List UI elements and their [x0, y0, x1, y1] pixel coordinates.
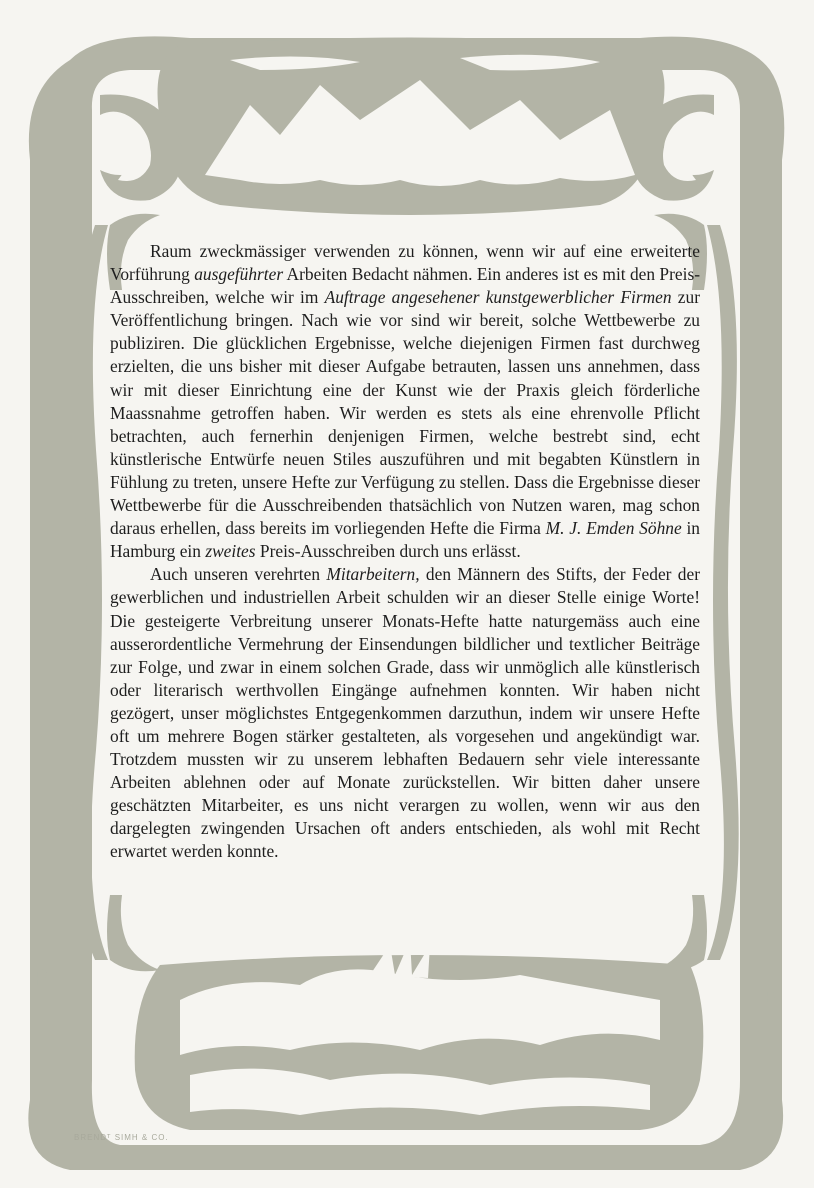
- paragraph-2: Auch unseren verehrten Mitarbeitern, den Männern des Stifts, der Feder der gewerblichen und industriellen Arbeit schulden wir an dieser Stelle einige Worte! Die gesteigerte Verbreitung unserer Monats-Hefte hatte naturgemäss auch eine ausserordentliche Vermehrung der Einsendungen bildlicher und textlicher Beiträge zur Folge, und zwar in einem solchen Grade, dass wir unmöglich alle künstlerisch oder literarisch werthvollen Eingänge aufnehmen konnten. Wir haben nicht gezögert, unser möglichstes Entgegenkommen darzuthun, indem wir unsere Hefte oft um mehrere Bogen stärker gestalteten, als vorgesehen und angekündigt war. Trotzdem mussten wir zu unserem lebhaften Bedauern sehr viele interessante Arbeiten ablehnen oder auf Monate zurückstellen. Wir bitten daher unsere geschätzten Mitarbeiter, es uns nicht verargen zu wollen, wenn wir aus den dargelegten zwingenden Ursachen oft anders entschieden, als wohl mit Recht erwartet werden konnte.: [110, 564, 700, 862]
- monogram-left: P: [33, 965, 48, 990]
- emphasis: Mitarbeitern,: [326, 564, 420, 585]
- inner-swirl-bl: [107, 895, 160, 971]
- emphasis: M. J. Emden Söhne: [545, 518, 682, 539]
- printer-mark: BRENDᵀ SIMH & CO.: [74, 1133, 169, 1142]
- emphasis: Auftrage angesehener kunstgewerblicher Firmen: [324, 287, 672, 308]
- emphasis: zweites: [205, 541, 256, 562]
- paragraph-1: Raum zweckmässiger verwenden zu können, wenn wir auf eine erweiterte Vorführung ausgeführter Arbeiten Bedacht nähmen. Ein anderes ist es mit den Preis-Ausschreiben, welche wir im Auftrage angesehener kunstgewerblicher Firmen zur Veröffentlichung bringen. Nach wie vor sind wir bereit, solche Wettbewerbe zu publiziren. Die glücklichen Ergebnisse, welche diejenigen Firmen fast durchweg erzielten, die uns bisher mit dieser Aufgabe betrauten, lassen uns annehmen, dass wir mit dieser Einrichtung eine der Kunst wie der Praxis gleich förderliche Maassnahme getroffen haben. Wir werden es stets als eine ehrenvolle Pflicht betrachten, auch fernerhin denjenigen Firmen, welche bestrebt sind, echt künstlerische Entwürfe neuen Stiles auszuführen und mit begabten Künstlern in Fühlung zu treten, unsere Hefte zur Verfügung zu stellen. Dass die Ergebnisse dieser Wettbewerbe für die Ausschreibenden thatsächlich von Nutzen waren, mag schon daraus erhellen, dass bereits im vorliegenden Hefte die Firma M. J. Emden Söhne in Hamburg ein zweites Preis-Ausschreiben durch uns erlässt.: [110, 241, 701, 562]
- inner-swirl-br: [654, 895, 707, 971]
- emphasis: ausgeführter: [194, 264, 284, 285]
- right-vine: [707, 225, 739, 960]
- body-text: [110, 240, 700, 864]
- monogram-right: B: [763, 985, 779, 1010]
